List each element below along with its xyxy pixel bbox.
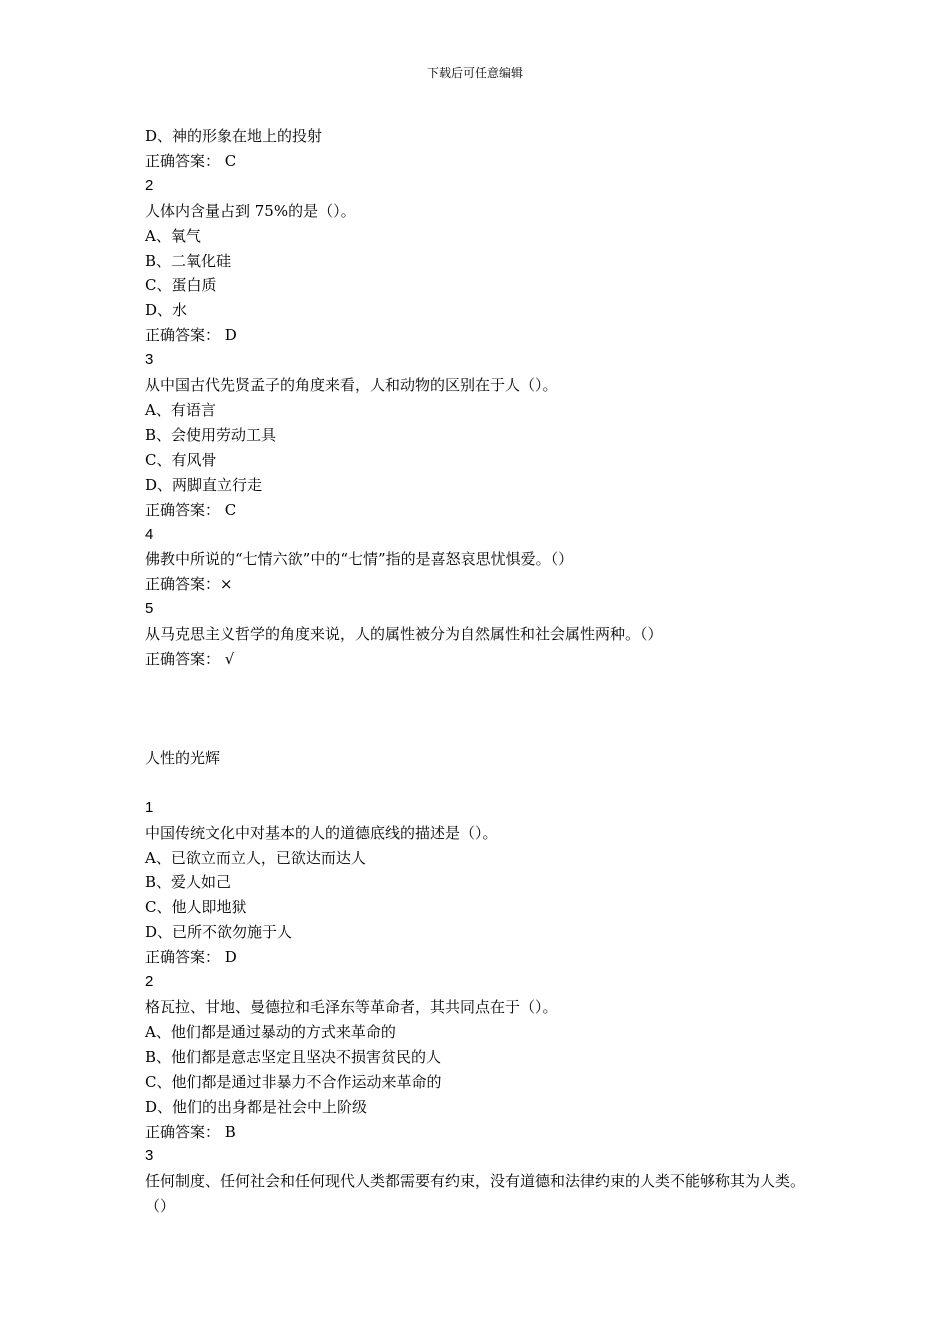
answer: 正确答案： C	[145, 500, 237, 519]
answer: 正确答案：×	[145, 575, 233, 594]
option-a: A、氧气	[145, 226, 201, 245]
question-number: 4	[145, 525, 154, 543]
question-text: 格瓦拉、甘地、曼德拉和毛泽东等革命者，其共同点在于（）。	[145, 997, 558, 1016]
answer: 正确答案： √	[145, 650, 235, 669]
option-b: B、他们都是意志坚定且坚决不损害贫民的人	[145, 1047, 442, 1066]
option-a: A、有语言	[145, 400, 216, 419]
question-text: 从中国古代先贤孟子的角度来看，人和动物的区别在于人（）。	[145, 376, 558, 395]
option-c: C、他们都是通过非暴力不合作运动来革命的	[145, 1072, 442, 1091]
option-c: C、他人即地狱	[145, 898, 247, 917]
section-spacer	[145, 672, 815, 746]
section-title: 人性的光辉	[145, 748, 221, 767]
question-number: 3	[145, 351, 154, 369]
section-1	[145, 124, 815, 672]
option-b: B、二氧化硅	[145, 251, 232, 270]
question-number: 2	[145, 176, 154, 194]
page-header: 下载后可任意编辑	[426, 66, 523, 80]
option-d: D、两脚直立行走	[145, 475, 263, 494]
option-c: C、蛋白质	[145, 276, 217, 295]
question-text: 任何制度、任何社会和任何现代人类都需要有约束，没有道德和法律约束的人类不能够称其为人类。（）	[145, 1172, 806, 1216]
question-text: 从马克思主义哲学的角度来说，人的属性被分为自然属性和社会属性两种。（）	[145, 625, 663, 644]
option-d: D、已所不欲勿施于人	[145, 923, 293, 942]
option-b: B、会使用劳动工具	[145, 425, 277, 444]
option-a: A、已欲立而立人，已欲达而达人	[145, 848, 366, 867]
answer: 正确答案： D	[145, 326, 237, 345]
question-number: 2	[145, 973, 154, 991]
question-number: 3	[145, 1147, 154, 1165]
option-d: D、神的形象在地上的投射	[145, 127, 323, 145]
question-number: 1	[145, 798, 154, 816]
question-text: 中国传统文化中对基本的人的道德底线的描述是（）。	[145, 823, 498, 842]
option-d: D、他们的出身都是社会中上阶级	[145, 1097, 368, 1116]
question-number: 5	[145, 600, 154, 618]
title-spacer	[145, 771, 815, 796]
question-text: 佛教中所说的“七情六欲”中的“七情”指的是喜怒哀思忧惧爱。（）	[145, 550, 574, 569]
option-c: C、有风骨	[145, 450, 217, 469]
option-a: A、他们都是通过暴动的方式来革命的	[145, 1022, 396, 1041]
answer: 正确答案： B	[145, 1122, 236, 1141]
option-b: B、爱人如己	[145, 873, 232, 892]
answer: 正确答案： C	[145, 151, 237, 170]
answer: 正确答案： D	[145, 948, 237, 967]
document-body	[145, 124, 815, 1219]
option-d: D、水	[145, 301, 188, 320]
section-2	[145, 796, 815, 1219]
question-text: 人体内含量占到 75%的是（）。	[145, 201, 356, 220]
